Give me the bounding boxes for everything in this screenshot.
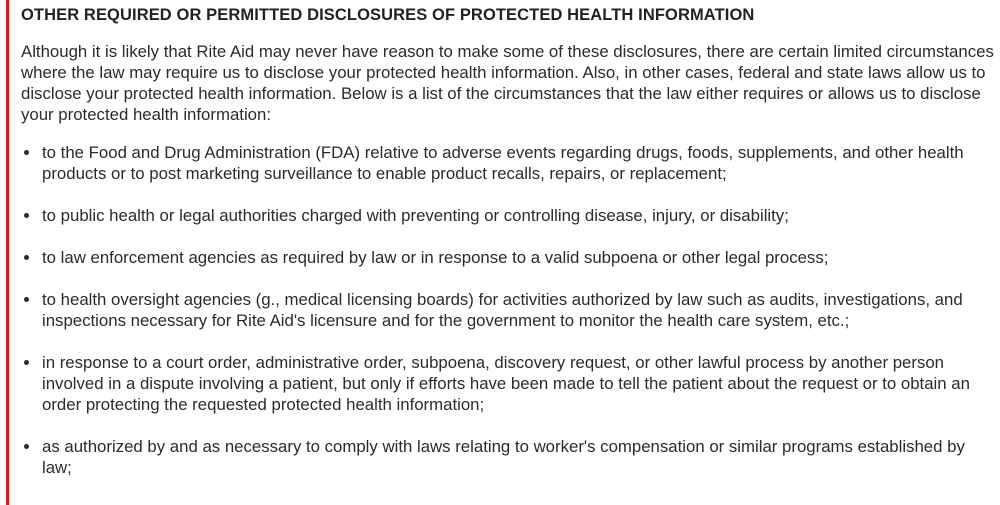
list-item <box>21 436 996 478</box>
list-item-text: as authorized by and as necessary to comply with laws relating to worker's compensation or similar programs established by law; <box>42 437 965 477</box>
left-accent-bar <box>6 0 9 505</box>
bullet-icon <box>24 360 29 365</box>
bullet-icon <box>24 297 29 302</box>
list-item-text: to law enforcement agencies as required by law or in response to a valid subpoena or other legal process; <box>42 248 829 267</box>
list-item-text: to the Food and Drug Administration (FDA) relative to adverse events regarding drugs, foods, supplements, and other health products or to post marketing surveillance to enable product recalls, repairs, or replacement; <box>42 143 964 183</box>
list-item <box>21 247 996 268</box>
list-item-text: to health oversight agencies (g., medical licensing boards) for activities authorized by law such as audits, investigations, and inspections necessary for Rite Aid's licensure and for the government to monitor the health care system, etc.; <box>42 290 963 330</box>
bullet-icon <box>24 255 29 260</box>
list-item-text: to public health or legal authorities charged with preventing or controlling disease, injury, or disability; <box>42 206 789 225</box>
list-item <box>21 205 996 226</box>
intro-paragraph: Although it is likely that Rite Aid may never have reason to make some of these disclosures, there are certain limited circumstances where the law may require us to disclose your protected health information. Also, in other cases, federal and state laws allow us to disclose your protected health information. Below is a list of the circumstances that the law either requires or allows us to disclose your protected health information: <box>21 42 994 124</box>
section-heading: OTHER REQUIRED OR PERMITTED DISCLOSURES OF PROTECTED HEALTH INFORMATION <box>21 6 755 24</box>
disclosure-list <box>21 142 996 478</box>
bullet-icon <box>24 213 29 218</box>
list-item <box>21 142 996 184</box>
disclosures-section <box>21 4 996 499</box>
bullet-icon <box>24 444 29 449</box>
bullet-icon <box>24 150 29 155</box>
list-item-text: in response to a court order, administrative order, subpoena, discovery request, or other lawful process by another person involved in a dispute involving a patient, but only if efforts have been made to tell the patient about the request or to obtain an order protecting the requested protected health information; <box>42 353 970 414</box>
list-item <box>21 352 996 415</box>
list-item <box>21 289 996 331</box>
